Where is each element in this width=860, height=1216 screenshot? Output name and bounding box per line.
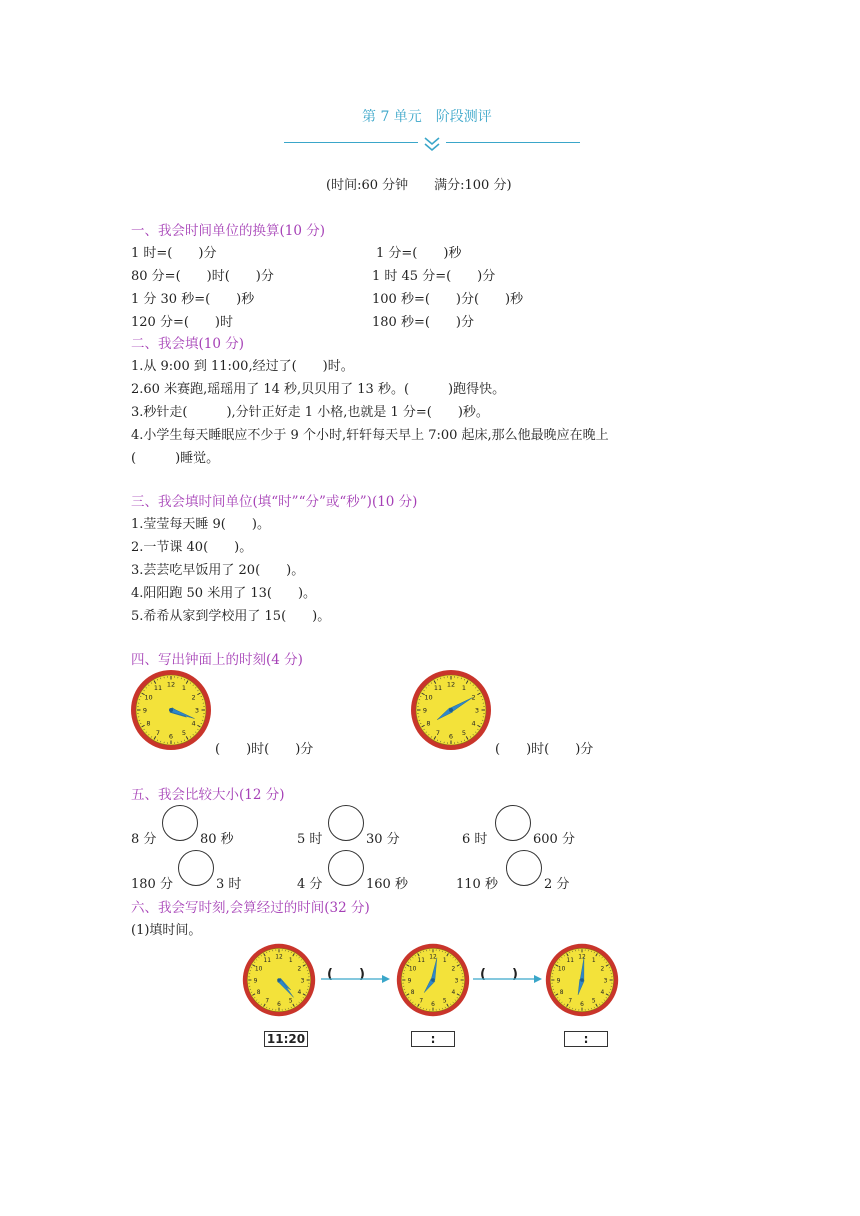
question-line: 3.芸芸吃早饭用了 20( )。: [131, 563, 305, 578]
time-box: 11:20: [264, 1031, 308, 1047]
compare-left: 110 秒: [456, 877, 498, 892]
svg-text:7: 7: [568, 998, 573, 1005]
svg-text:7: 7: [155, 729, 161, 738]
svg-text:7: 7: [419, 998, 424, 1005]
svg-text:11: 11: [433, 683, 443, 692]
elapsed-blank[interactable]: ( ): [327, 967, 365, 982]
clock-face-icon: [241, 942, 317, 1018]
svg-text:5: 5: [461, 729, 467, 738]
conversion-item: 1 分=( )秒: [376, 246, 462, 261]
question-line: 1.从 9:00 到 11:00,经过了( )时。: [131, 359, 354, 374]
question-line: 4.阳阳跑 50 米用了 13( )。: [131, 586, 317, 601]
svg-text:3: 3: [603, 978, 608, 985]
svg-text:12: 12: [275, 954, 283, 961]
section-6-heading: 六、我会写时刻,会算经过的时间(32 分): [131, 900, 370, 916]
svg-text:11: 11: [263, 957, 271, 964]
time-box-blank[interactable]: :: [564, 1031, 608, 1047]
svg-text:5: 5: [442, 998, 447, 1005]
question-line: 5.希希从家到学校用了 15( )。: [131, 609, 331, 624]
clock-answer: ( )时( )分: [495, 742, 594, 757]
svg-text:10: 10: [144, 693, 153, 702]
time-box-blank[interactable]: :: [411, 1031, 455, 1047]
question-line: 2.60 米赛跑,瑶瑶用了 14 秒,贝贝用了 13 秒。( )跑得快。: [131, 382, 506, 397]
compare-right: 600 分: [533, 832, 575, 847]
clock-face-icon: [395, 942, 471, 1018]
compare-circle[interactable]: [178, 850, 214, 886]
clock-face-icon: [129, 668, 213, 752]
compare-right: 80 秒: [200, 832, 234, 847]
compare-right: 30 分: [366, 832, 400, 847]
svg-text:4: 4: [600, 990, 605, 997]
question-line: 3.秒针走( ),分针正好走 1 小格,也就是 1 分=( )秒。: [131, 405, 489, 420]
svg-text:2: 2: [191, 693, 196, 702]
compare-left: 8 分: [131, 832, 157, 847]
svg-text:1: 1: [461, 683, 467, 692]
svg-text:12: 12: [578, 954, 586, 961]
svg-text:11: 11: [153, 683, 163, 692]
svg-text:4: 4: [451, 990, 456, 997]
compare-circle[interactable]: [495, 805, 531, 841]
conversion-item: 1 时 45 分=( )分: [372, 269, 496, 284]
svg-text:11: 11: [566, 957, 574, 964]
svg-text:6: 6: [580, 1001, 584, 1008]
svg-text:9: 9: [422, 706, 428, 715]
conversion-item: 180 秒=( )分: [372, 315, 474, 330]
svg-text:10: 10: [408, 966, 417, 973]
svg-text:9: 9: [407, 978, 412, 985]
svg-text:7: 7: [435, 729, 441, 738]
svg-text:10: 10: [254, 966, 263, 973]
svg-text:8: 8: [256, 990, 261, 997]
elapsed-blank[interactable]: ( ): [480, 967, 518, 982]
compare-circle[interactable]: [506, 850, 542, 886]
svg-text:2: 2: [451, 966, 456, 973]
section-4-heading: 四、写出钟面上的时刻(4 分): [131, 652, 303, 668]
svg-text:6: 6: [168, 732, 174, 741]
svg-text:5: 5: [181, 729, 187, 738]
svg-text:12: 12: [446, 680, 456, 689]
section-5-heading: 五、我会比较大小(12 分): [131, 787, 285, 803]
arrow-right-icon: [472, 973, 544, 985]
svg-text:6: 6: [448, 732, 454, 741]
svg-text:9: 9: [556, 978, 561, 985]
svg-text:11: 11: [417, 957, 425, 964]
conversion-item: 1 分 30 秒=( )秒: [131, 292, 255, 307]
svg-text:8: 8: [410, 990, 415, 997]
conversion-item: 1 时=( )分: [131, 246, 217, 261]
svg-text:10: 10: [557, 966, 566, 973]
compare-left: 5 时: [297, 832, 323, 847]
compare-circle[interactable]: [328, 805, 364, 841]
section-2-heading: 二、我会填(10 分): [131, 336, 245, 352]
svg-text:9: 9: [142, 706, 148, 715]
svg-text:1: 1: [442, 957, 447, 964]
arrow-right-icon: [320, 973, 392, 985]
compare-circle[interactable]: [328, 850, 364, 886]
svg-text:8: 8: [559, 990, 564, 997]
compare-right: 3 时: [216, 877, 242, 892]
title-divider-right: [446, 142, 580, 143]
svg-text:2: 2: [600, 966, 605, 973]
compare-left: 4 分: [297, 877, 323, 892]
question-line: 4.小学生每天睡眠应不少于 9 个小时,轩轩每天早上 7:00 起床,那么他最晚应在晚上: [131, 428, 609, 443]
svg-text:5: 5: [288, 998, 293, 1005]
clock-face-icon: [409, 668, 493, 752]
svg-text:1: 1: [591, 957, 596, 964]
svg-text:2: 2: [471, 693, 476, 702]
svg-text:4: 4: [297, 990, 302, 997]
conversion-item: 80 分=( )时( )分: [131, 269, 274, 284]
section-1-heading: 一、我会时间单位的换算(10 分): [131, 223, 326, 239]
svg-text:6: 6: [277, 1001, 281, 1008]
clock-face-icon: [544, 942, 620, 1018]
exam-info: (时间:60 分钟 满分:100 分): [326, 178, 512, 193]
svg-text:6: 6: [431, 1001, 435, 1008]
section-3-heading: 三、我会填时间单位(填“时”“分”或“秒”)(10 分): [131, 494, 418, 510]
question-line: 1.莹莹每天睡 9( )。: [131, 517, 270, 532]
svg-text:5: 5: [591, 998, 596, 1005]
svg-text:7: 7: [265, 998, 270, 1005]
svg-text:8: 8: [426, 719, 431, 728]
svg-text:1: 1: [181, 683, 187, 692]
compare-circle[interactable]: [162, 805, 198, 841]
title-divider-left: [284, 142, 418, 143]
svg-text:3: 3: [474, 706, 480, 715]
clock-answer: ( )时( )分: [215, 742, 314, 757]
svg-text:12: 12: [429, 954, 437, 961]
svg-text:9: 9: [253, 978, 258, 985]
svg-text:10: 10: [424, 693, 433, 702]
compare-left: 6 时: [462, 832, 488, 847]
question-line: 2.一节课 40( )。: [131, 540, 253, 555]
svg-text:3: 3: [194, 706, 200, 715]
svg-text:4: 4: [191, 719, 196, 728]
compare-right: 2 分: [544, 877, 570, 892]
double-chevron-down-icon: [422, 136, 442, 152]
sub-question: (1)填时间。: [131, 923, 202, 938]
svg-text:12: 12: [166, 680, 176, 689]
conversion-item: 100 秒=( )分( )秒: [372, 292, 524, 307]
svg-text:2: 2: [297, 966, 302, 973]
svg-text:1: 1: [288, 957, 293, 964]
conversion-item: 120 分=( )时: [131, 315, 233, 330]
compare-right: 160 秒: [366, 877, 408, 892]
svg-text:8: 8: [146, 719, 151, 728]
question-line: ( )睡觉。: [131, 451, 220, 466]
svg-text:4: 4: [471, 719, 476, 728]
page-title: 第 7 单元 阶段测评: [362, 109, 492, 125]
svg-text:3: 3: [454, 978, 459, 985]
svg-text:3: 3: [300, 978, 305, 985]
compare-left: 180 分: [131, 877, 173, 892]
